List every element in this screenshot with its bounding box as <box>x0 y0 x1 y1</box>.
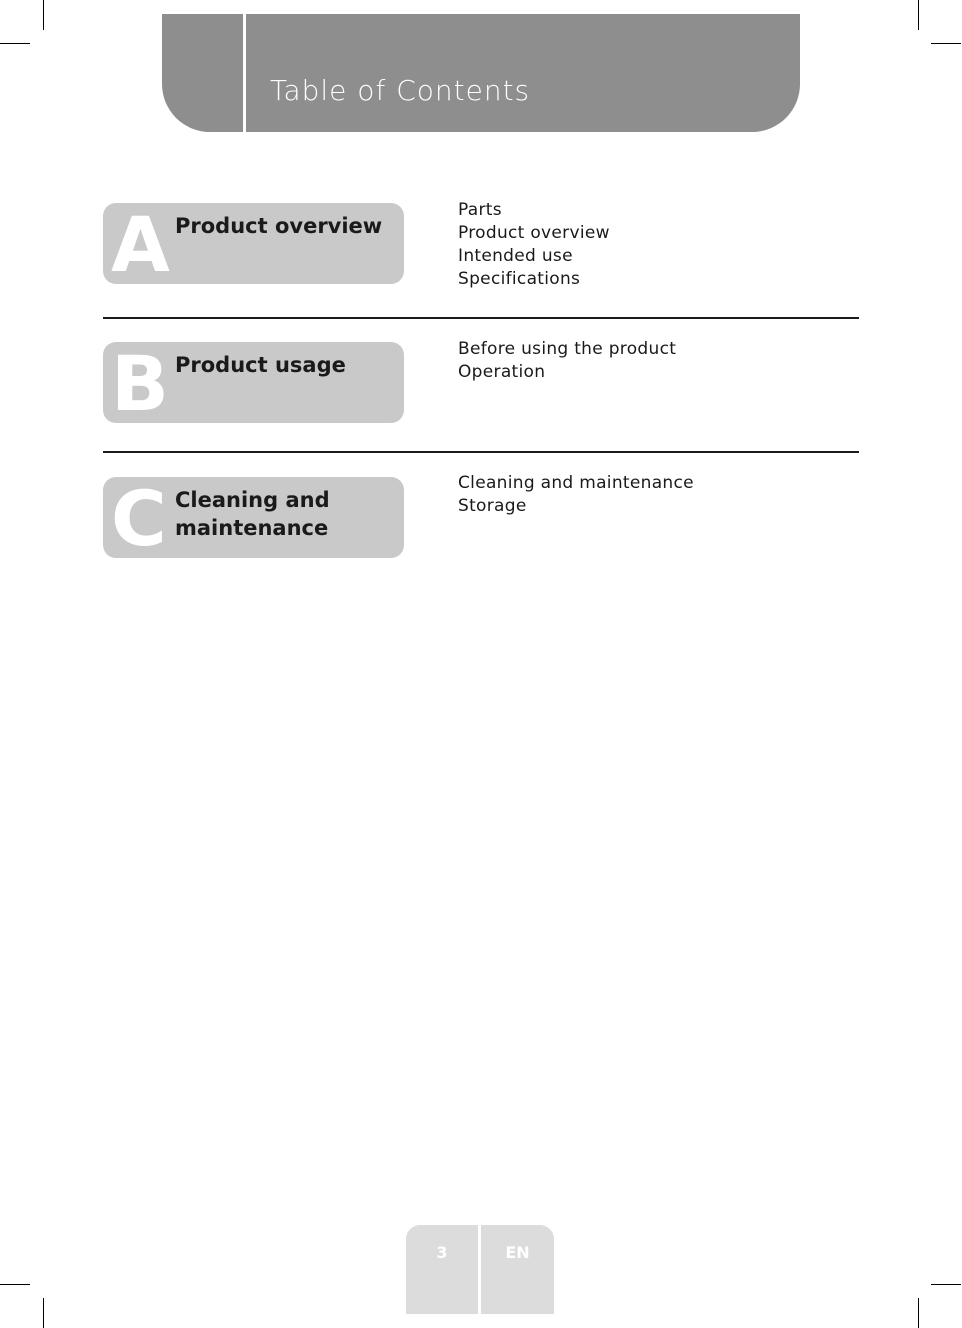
crop-mark-top-left-horizontal <box>0 43 30 44</box>
toc-item[interactable]: Cleaning and maintenance <box>458 473 694 493</box>
page-title: Table of Contents <box>270 74 531 107</box>
section-divider <box>103 317 859 319</box>
toc-item[interactable]: Parts <box>458 200 502 220</box>
crop-mark-bottom-right-horizontal <box>931 1284 961 1285</box>
header-tab <box>162 14 800 132</box>
crop-mark-top-right-vertical <box>918 0 919 30</box>
footer-divider <box>478 1225 481 1314</box>
toc-item[interactable]: Intended use <box>458 246 573 266</box>
section-b-items <box>458 338 676 384</box>
crop-mark-top-left-vertical <box>43 0 44 30</box>
crop-mark-bottom-left-horizontal <box>0 1284 30 1285</box>
toc-item[interactable]: Product overview <box>458 223 610 243</box>
toc-item[interactable]: Storage <box>458 496 527 516</box>
section-a-box[interactable] <box>103 203 404 284</box>
language-label: EN <box>505 1243 530 1262</box>
section-a-items <box>458 199 610 291</box>
toc-item[interactable]: Before using the product <box>458 339 677 359</box>
toc-item[interactable]: Operation <box>458 362 546 382</box>
section-b-letter: B <box>111 342 169 423</box>
footer-page-tab <box>406 1225 554 1314</box>
section-a-letter: A <box>111 203 170 284</box>
header-divider <box>243 14 246 132</box>
toc-item[interactable]: Specifications <box>458 269 581 289</box>
section-c-title: Cleaning and maintenance <box>175 488 330 540</box>
crop-mark-top-right-horizontal <box>931 43 961 44</box>
crop-mark-bottom-left-vertical <box>43 1298 44 1328</box>
section-c-items <box>458 472 694 518</box>
section-divider <box>103 451 859 453</box>
crop-mark-bottom-right-vertical <box>918 1298 919 1328</box>
section-c-letter: C <box>111 477 167 558</box>
section-c-box[interactable] <box>103 477 404 558</box>
section-a-title: Product overview <box>175 214 383 238</box>
section-b-title: Product usage <box>175 353 346 377</box>
section-b-box[interactable] <box>103 342 404 423</box>
page-number: 3 <box>436 1243 448 1262</box>
